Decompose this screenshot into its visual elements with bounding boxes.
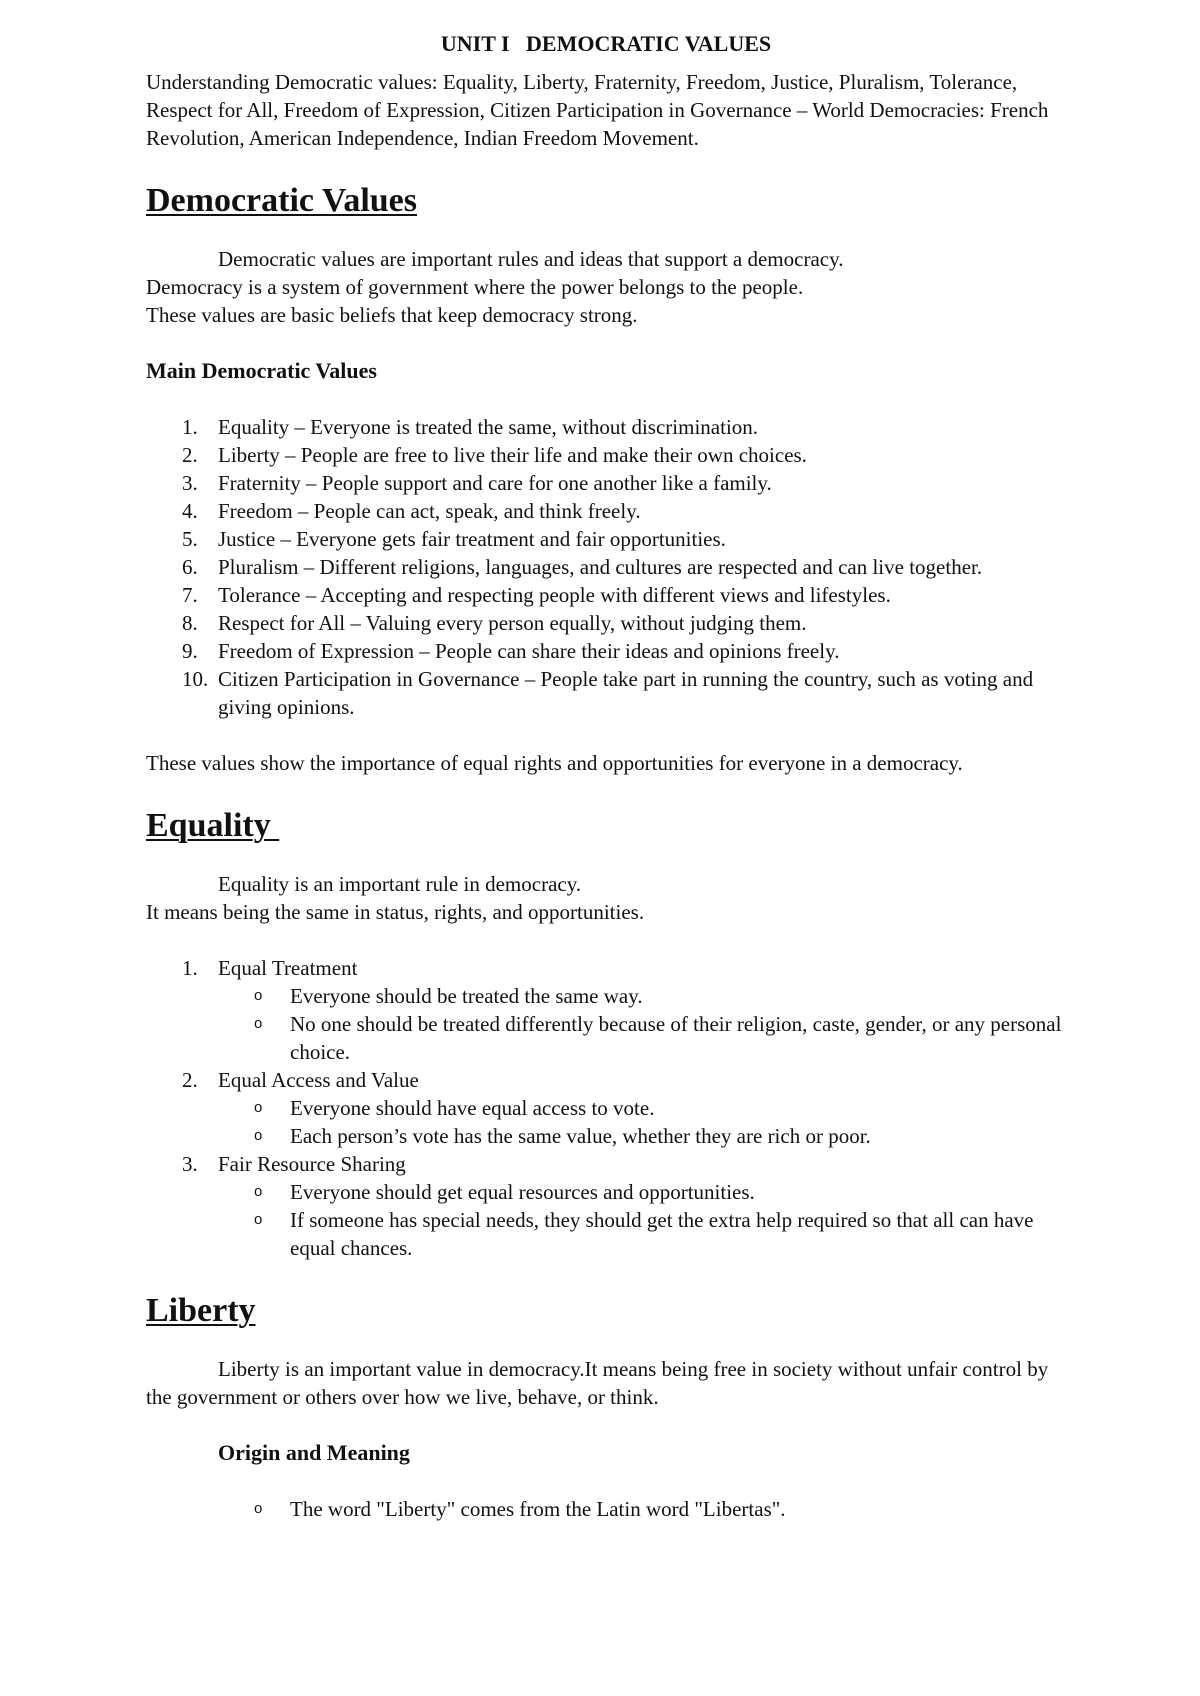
list-item: o Each person’s vote has the same value, whether they are rich or poor. — [254, 1124, 871, 1148]
list-item: 4. Freedom – People can act, speak, and think freely. — [182, 499, 641, 523]
list-item: 9. Freedom of Expression – People can share their ideas and opinions freely. — [182, 639, 840, 663]
dv-paragraph-2: Democracy is a system of government where the power belongs to the people. — [146, 275, 804, 299]
equality-heading: Equality — [146, 807, 280, 844]
list-item: 2. Liberty – People are free to live their life and make their own choices. — [182, 443, 807, 467]
origin-meaning-heading: Origin and Meaning — [218, 1440, 410, 1465]
liberty-paragraph-1: Liberty is an important value in democracy.It means being free in society without unfair control by the government or others over how we live, behave, or think. — [146, 1357, 1049, 1409]
list-item: 1. Equality – Everyone is treated the same, without discrimination. — [182, 415, 759, 439]
democratic-values-list — [146, 413, 1066, 721]
list-item: o Everyone should be treated the same way. — [254, 984, 643, 1008]
list-item: 3. Fraternity – People support and care for one another like a family. — [182, 471, 772, 495]
list-item: 3. Fair Resource Sharing — [182, 1152, 406, 1176]
list-item: 2. Equal Access and Value — [182, 1068, 419, 1092]
list-item: o No one should be treated differently because of their religion, caste, gender, or any personal choice. — [254, 1012, 1062, 1064]
dv-paragraph-3: These values are basic beliefs that keep democracy strong. — [146, 303, 638, 327]
list-item: o The word "Liberty" comes from the Latin word "Libertas". — [254, 1497, 786, 1521]
bullet-icon: o — [254, 1099, 263, 1116]
bullet-icon: o — [254, 1211, 263, 1228]
intro-paragraph: Understanding Democratic values: Equality, Liberty, Fraternity, Freedom, Justice, Pluralism, Tolerance, Respect for All, Freedom of Expression, Citizen Participation in Governance – World Democracies: French Revolution, American Independence, Indian Freedom Movement. — [146, 70, 1049, 150]
equality-paragraph-2: It means being the same in status, rights, and opportunities. — [146, 900, 645, 924]
bullet-icon: o — [254, 1015, 263, 1032]
list-item: o Everyone should get equal resources and opportunities. — [254, 1180, 755, 1204]
bullet-icon: o — [254, 1500, 263, 1517]
list-item: 10. Citizen Participation in Governance – People take part in running the country, such as voting and giving opinions. — [182, 667, 1034, 719]
unit-title: UNIT I DEMOCRATIC VALUES — [440, 31, 772, 56]
equality-sublist-1 — [146, 982, 1066, 1066]
dv-closing-paragraph: These values show the importance of equal rights and opportunities for everyone in a democracy. — [146, 751, 963, 775]
main-democratic-values-heading: Main Democratic Values — [146, 358, 377, 383]
bullet-icon: o — [254, 1183, 263, 1200]
list-item: 6. Pluralism – Different religions, languages, and cultures are respected and can live together. — [182, 555, 983, 579]
list-item: 5. Justice – Everyone gets fair treatment and fair opportunities. — [182, 527, 726, 551]
equality-sublist-3 — [146, 1178, 1066, 1262]
list-item: 8. Respect for All – Valuing every person equally, without judging them. — [182, 611, 807, 635]
bullet-icon: o — [254, 1127, 263, 1144]
dv-paragraph-1: Democratic values are important rules and ideas that support a democracy. — [218, 247, 844, 271]
democratic-values-heading: Democratic Values — [146, 182, 418, 219]
bullet-icon: o — [254, 987, 263, 1004]
liberty-heading: Liberty — [146, 1292, 256, 1329]
equality-paragraph-1: Equality is an important rule in democracy. — [218, 872, 582, 896]
list-item: o Everyone should have equal access to vote. — [254, 1096, 655, 1120]
document-page — [146, 30, 1066, 1523]
equality-list — [146, 954, 1066, 982]
list-item: 1. Equal Treatment — [182, 956, 358, 980]
list-item: 7. Tolerance – Accepting and respecting people with different views and lifestyles. — [182, 583, 891, 607]
list-item: o If someone has special needs, they should get the extra help required so that all can have equal chances. — [254, 1208, 1034, 1260]
liberty-origin-list — [146, 1495, 1066, 1523]
equality-sublist-2 — [146, 1094, 1066, 1150]
